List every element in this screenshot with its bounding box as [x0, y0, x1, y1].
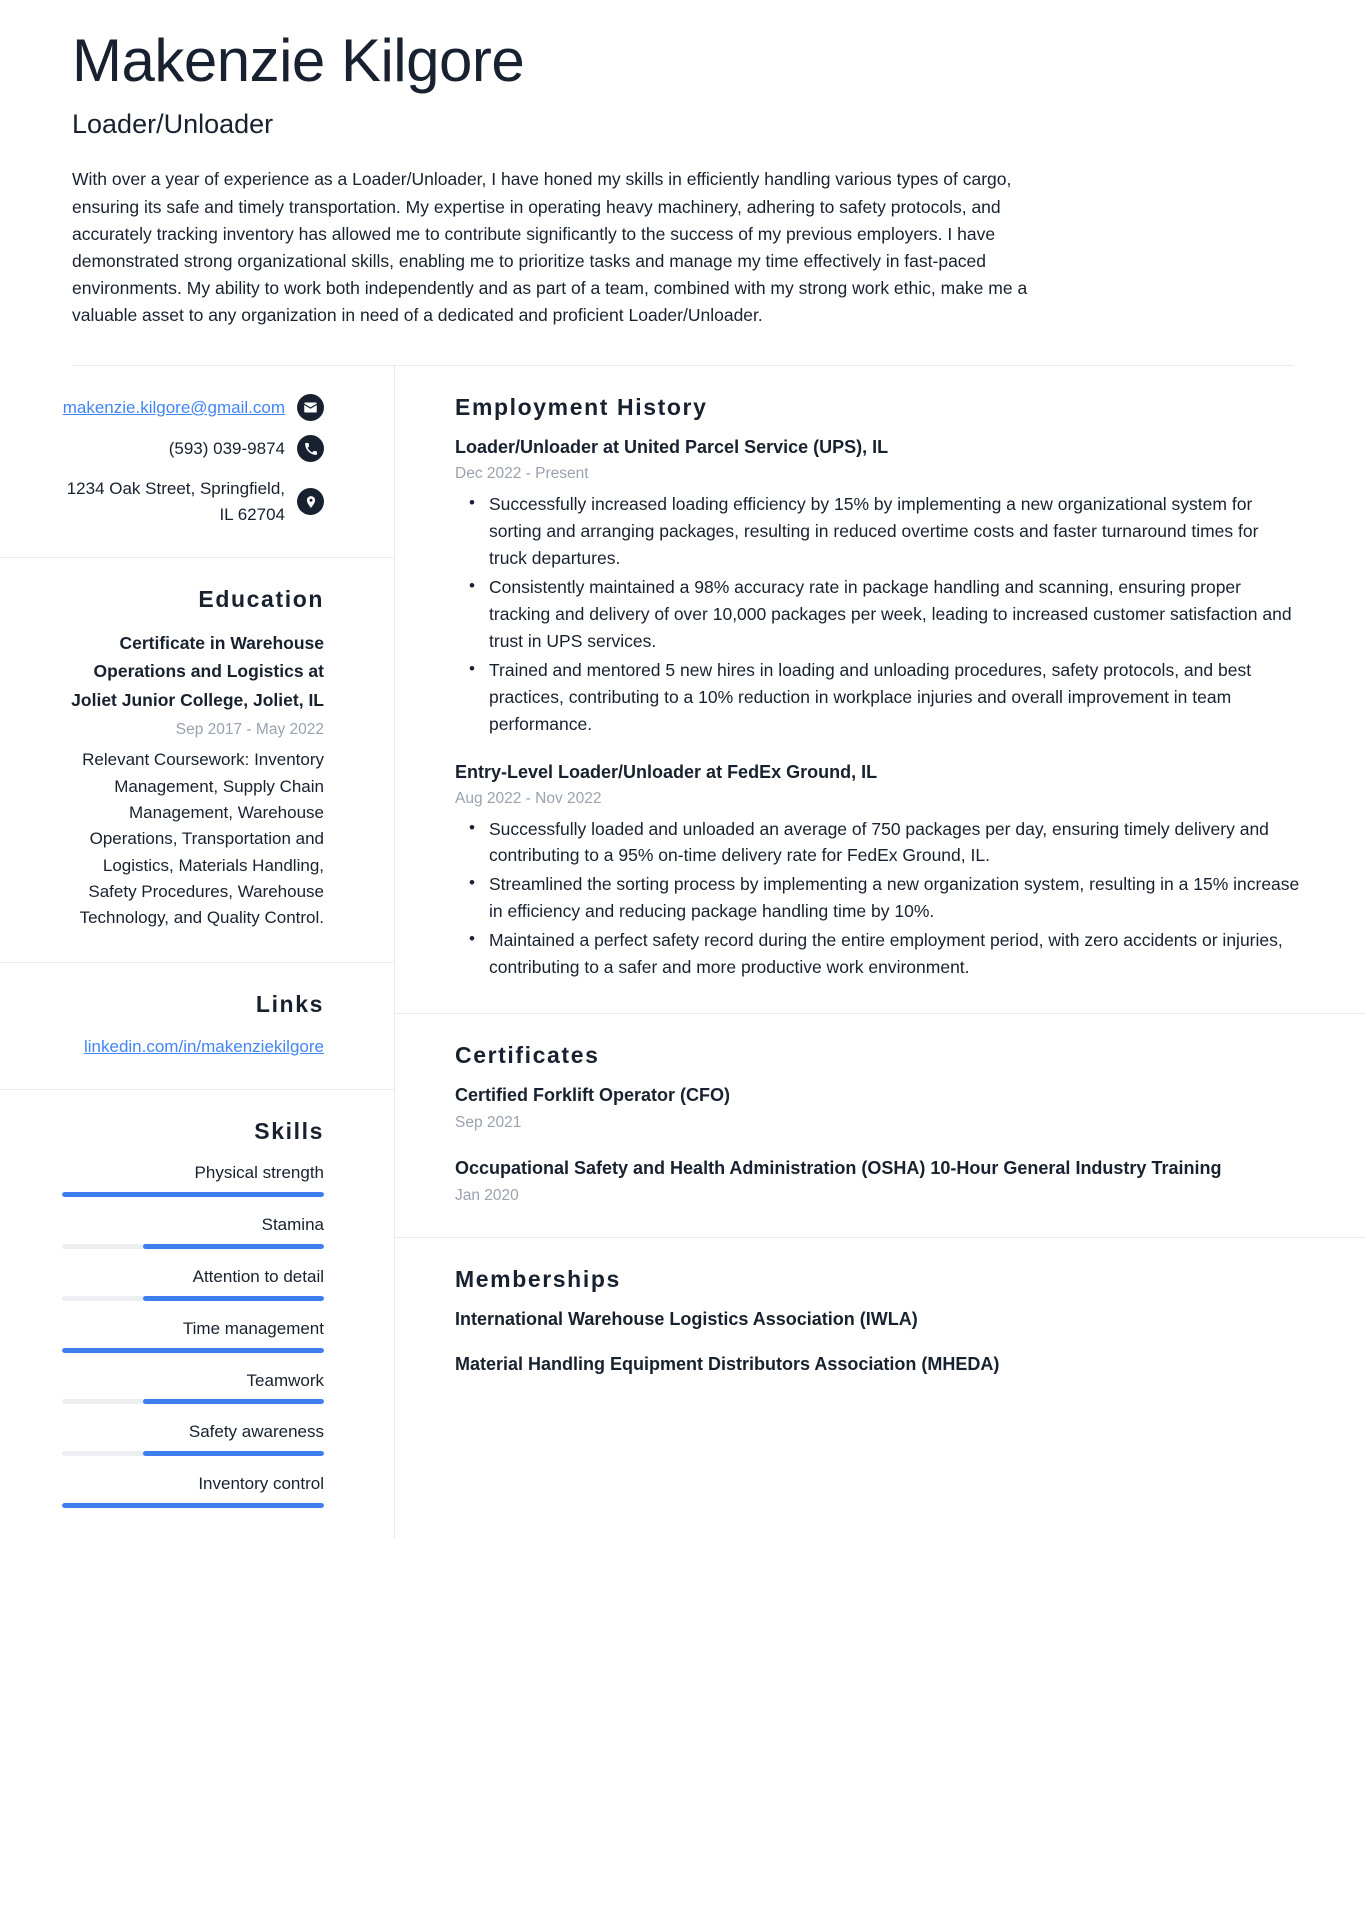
skill-item	[58, 1161, 324, 1197]
certificate-entry	[455, 1156, 1300, 1207]
job-bullet: • Successfully increased loading efficiency by 15% by implementing a new organizational system for sorting and arranging packages, resulting in reduced overtime costs and faster turnaround times for truck departures.	[489, 491, 1300, 572]
sidebar	[0, 366, 395, 1538]
main-column	[395, 366, 1366, 1538]
skill-label: Inventory control	[198, 1474, 324, 1494]
skill-item	[58, 1317, 324, 1353]
linkedin-link[interactable]: linkedin.com/in/makenziekilgore	[83, 1036, 324, 1056]
job-bullet: • Consistently maintained a 98% accuracy rate in package handling and scanning, ensuring proper tracking and delivery of over 10,000 packages per week, leading to increased customer satisfaction and trust in UPS services.	[489, 574, 1300, 655]
page-title: Makenzie Kilgore	[72, 27, 525, 94]
job-entry	[455, 435, 1300, 737]
skill-progress-fill	[143, 1451, 324, 1456]
job-entry-title: Loader/Unloader at United Parcel Service (UPS), IL	[455, 437, 889, 458]
education-degree: Certificate in Warehouse Operations and Logistics at Joliet Junior College, Joliet, IL	[71, 633, 324, 710]
job-bullet: • Trained and mentored 5 new hires in loading and unloading procedures, safety protocols, and best practices, contributing to a 10% reduction in workplace injuries and overall improvement in team performance.	[489, 657, 1300, 738]
address-text: 1234 Oak Street, Springfield, IL 62704	[66, 479, 285, 524]
contact-row-phone	[58, 435, 324, 462]
skill-progress-track	[62, 1348, 324, 1353]
education-description: Relevant Coursework: Inventory Management, Supply Chain Management, Warehouse Operations, Transportation and Logistics, Materials Handling, Safety Procedures, Warehouse Technology, and Quality Control.	[79, 750, 324, 928]
job-bullet: • Maintained a perfect safety record during the entire employment period, with zero accidents or injuries, contributing to a safer and more productive work environment.	[489, 927, 1300, 981]
job-entry	[455, 760, 1300, 982]
employment-history-heading: Employment History	[455, 394, 708, 421]
skill-label: Safety awareness	[188, 1422, 324, 1442]
contact-row-email[interactable]	[58, 394, 324, 421]
skill-label: Physical strength	[194, 1163, 324, 1183]
skill-progress-fill	[143, 1244, 324, 1249]
skill-progress-track	[62, 1296, 324, 1301]
skills-heading: Skills	[254, 1118, 324, 1145]
skill-label: Teamwork	[246, 1370, 324, 1390]
job-title-subtitle: Loader/Unloader	[72, 109, 274, 139]
professional-summary: With over a year of experience as a Loader/Unloader, I have honed my skills in efficiently handling various types of cargo, ensuring its safe and timely transportation. My expertise in operating heavy machinery, adhering to safety protocols, and accurately tracking inventory has allowed me to contribute significantly to the success of my previous employers. I have demonstrated strong organizational skills, enabling me to prioritize tasks and manage my time effectively in fast-paced environments. My ability to work both independently and as part of a team, combined with my strong work ethic, make me a valuable asset to any organization in need of a dedicated and proficient Loader/Unloader.	[72, 169, 1028, 326]
location-pin-icon	[297, 488, 324, 515]
skill-progress-fill	[143, 1399, 324, 1404]
phone-number: (593) 039-9874	[168, 438, 285, 458]
job-bullet: • Successfully loaded and unloaded an average of 750 packages per day, ensuring timely delivery and contributing to a 95% on-time delivery rate for FedEx Ground, IL.	[489, 816, 1300, 870]
skill-progress-track	[62, 1503, 324, 1508]
certificate-entry	[455, 1083, 1300, 1134]
links-section	[0, 963, 394, 1091]
skill-progress-track	[62, 1192, 324, 1197]
skill-progress-fill	[143, 1296, 324, 1301]
education-date: Sep 2017 - May 2022	[175, 721, 324, 739]
employment-history-section	[395, 366, 1366, 1014]
certificate-date: Sep 2021	[455, 1114, 522, 1132]
contact-section	[0, 366, 394, 558]
skill-progress-track	[62, 1244, 324, 1249]
skill-progress-track	[62, 1399, 324, 1404]
skill-item	[58, 1420, 324, 1456]
contact-row-address	[58, 476, 324, 527]
certificate-date: Jan 2020	[455, 1187, 519, 1205]
skill-item	[58, 1472, 324, 1508]
education-section	[0, 558, 394, 963]
job-bullet: • Streamlined the sorting process by implementing a new organization system, resulting in a 15% increase in efficiency and reducing package handling time by 10%.	[489, 871, 1300, 925]
skill-label: Time management	[182, 1318, 324, 1338]
membership-entry: International Warehouse Logistics Association (IWLA)	[455, 1308, 918, 1329]
phone-icon	[297, 435, 324, 462]
links-heading: Links	[255, 990, 324, 1017]
email-link[interactable]: makenzie.kilgore@gmail.com	[62, 397, 285, 417]
skill-item	[58, 1265, 324, 1301]
education-entry	[58, 629, 324, 932]
resume-body	[0, 366, 1366, 1538]
certificates-heading: Certificates	[455, 1042, 600, 1069]
certificate-title: Certified Forklift Operator (CFO)	[455, 1085, 731, 1106]
resume-header	[0, 0, 1366, 366]
certificates-section	[395, 1014, 1366, 1238]
education-heading: Education	[198, 586, 324, 613]
envelope-icon	[297, 394, 324, 421]
memberships-heading: Memberships	[455, 1265, 621, 1292]
skill-label: Stamina	[261, 1215, 324, 1235]
job-entry-date: Aug 2022 - Nov 2022	[455, 789, 602, 807]
skills-section	[0, 1090, 394, 1538]
skill-item	[58, 1213, 324, 1249]
skill-progress-fill	[62, 1348, 324, 1353]
memberships-section	[395, 1238, 1366, 1407]
certificate-title: Occupational Safety and Health Administration (OSHA) 10-Hour General Industry Training	[455, 1158, 1222, 1179]
job-bullet-list	[455, 491, 1300, 737]
membership-entry: Material Handling Equipment Distributors Association (MHEDA)	[455, 1354, 1000, 1375]
skill-progress-fill	[62, 1192, 324, 1197]
skill-progress-track	[62, 1451, 324, 1456]
job-bullet-list	[455, 816, 1300, 982]
skill-label: Attention to detail	[192, 1266, 324, 1286]
links-list	[58, 1034, 324, 1060]
skill-item	[58, 1369, 324, 1405]
job-entry-title: Entry-Level Loader/Unloader at FedEx Ground, IL	[455, 761, 878, 782]
skill-progress-fill	[62, 1503, 324, 1508]
job-entry-date: Dec 2022 - Present	[455, 465, 589, 483]
